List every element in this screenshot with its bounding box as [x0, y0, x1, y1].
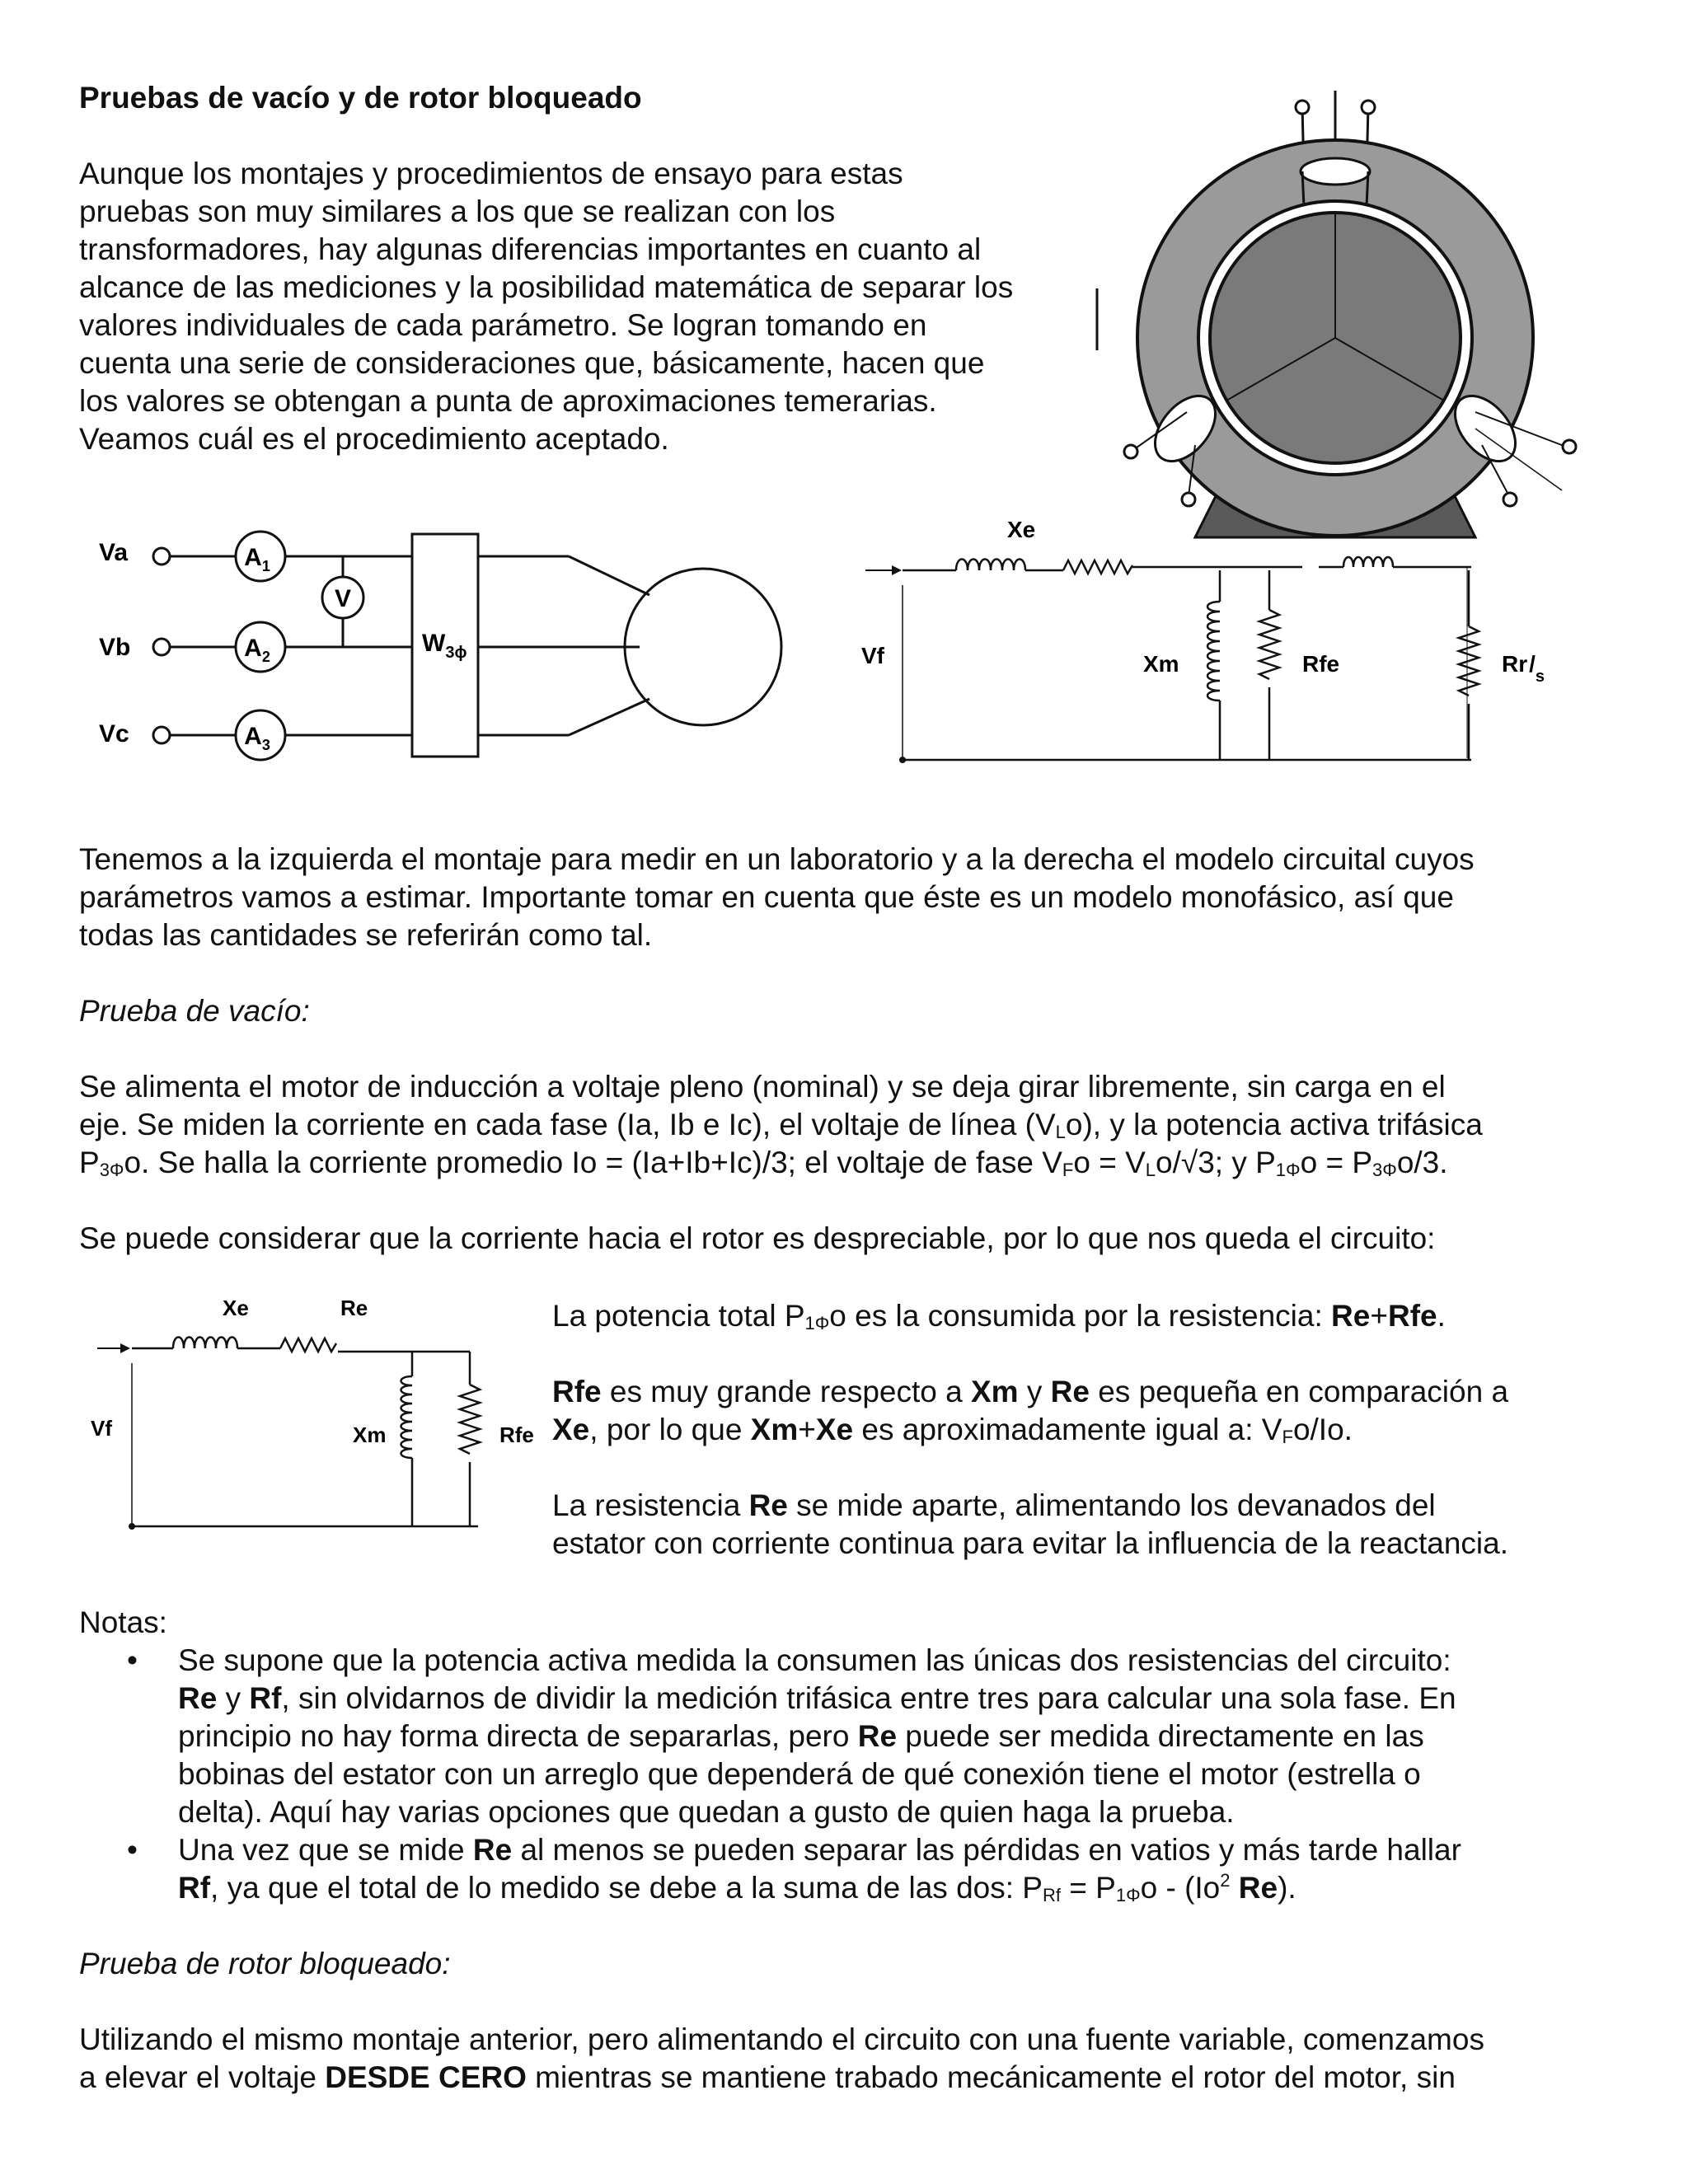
paragraph-line: Una vez que se mide Re al menos se pueden separar las pérdidas en vatios y más tarde hallar: [178, 1833, 1461, 1867]
paragraph-line: Xe, por lo que Xm+Xe es aproximadamente igual a: $V_Fo/Io$.: [552, 1413, 1353, 1447]
bullet-marker: •: [127, 1833, 138, 1867]
paragraph-line: $P_{3\Phi}o$. Se halla la corriente promedio Io = (Ia+Ib+Ic)/3; el voltaje de fase $V_Fo = V_Lo/√3$; y $P_{1\Phi}o = P_{3\Phi}o/3$.: [79, 1146, 1448, 1180]
intro-line: alcance de las mediciones y la posibilidad matemática de separar los: [79, 270, 1014, 304]
paragraph-line: principio no hay forma directa de separarlas, pero Re puede ser medida directamente en las: [178, 1719, 1424, 1753]
label-vc: Vc: [99, 720, 129, 748]
paragraph-line: bobinas del estator con un arreglo que dependerá de qué conexión tiene el motor (estrella o: [178, 1757, 1421, 1791]
equivalent-circuit-diagram: [857, 511, 1599, 775]
no-load-explanation: [552, 1297, 1508, 1563]
ammeter-a2-label: $A_2$: [244, 635, 270, 665]
paragraph-line: todas las cantidades se referirán como tal.: [79, 918, 653, 952]
paragraph-line: Se supone que la potencia activa medida la consumen las únicas dos resistencias del circuito:: [178, 1643, 1451, 1677]
label-rfe: Rfe: [1302, 651, 1340, 677]
intro-line: valores individuales de cada parámetro. Se logran tomando en: [79, 308, 927, 342]
ammeter-a3-label: $A_3$: [244, 723, 270, 753]
intro-line: cuenta una serie de consideraciones que, básicamente, hacen que: [79, 346, 985, 380]
intro-line: los valores se obtengan a punta de aproximaciones temerarias.: [79, 384, 937, 418]
label-xm: Xm: [1143, 651, 1179, 677]
intro-line: transformadores, hay algunas diferencias importantes en cuanto al: [79, 232, 982, 266]
paragraph-line: Utilizando el mismo montaje anterior, pero alimentando el circuito con una fuente variable, comenzamos: [79, 2022, 1484, 2056]
label-va: Va: [99, 539, 129, 566]
intro-paragraph: [79, 155, 1013, 458]
document-title: Pruebas de vacío y de rotor bloqueado: [79, 81, 642, 115]
paragraph-line: Se alimenta el motor de inducción a voltaje pleno (nominal) y se deja girar libremente, sin carga en el: [79, 1070, 1446, 1104]
no-load-circuit-diagram: [82, 1286, 544, 1541]
vacio-paragraph: [79, 1068, 1483, 1182]
ammeter-a1-label: $A_1$: [244, 544, 270, 574]
paragraph-line: parámetros vamos a estimar. Importante tomar en cuenta que éste es un modelo monofásico, así que: [79, 880, 1454, 914]
rotor-paragraph: [79, 2021, 1484, 2097]
model-description-paragraph: [79, 841, 1475, 954]
label-rfe: Rfe: [499, 1422, 534, 1447]
paragraph-line: estator con corriente continua para evitar la influencia de la reactancia.: [552, 1526, 1509, 1560]
voltmeter-label: V: [334, 585, 352, 612]
wattmeter-label: $W_{3\phi}$: [422, 630, 467, 662]
label-rr-over-s: $Rr/_s$: [1502, 651, 1545, 686]
paragraph-line: La resistencia Re se mide aparte, alimentando los devanados del: [552, 1488, 1436, 1522]
bullet-marker: •: [127, 1643, 138, 1677]
notes-label: Notas:: [79, 1605, 167, 1639]
label-xe: Xe: [223, 1296, 249, 1320]
heading-rotor-bloqueado: Prueba de rotor bloqueado:: [79, 1947, 451, 1980]
paragraph-line: Rfe es muy grande respecto a Xm y Re es pequeña en comparación a: [552, 1375, 1509, 1408]
paragraph-line: eje. Se miden la corriente en cada fase (Ia, Ib e Ic), el voltaje de línea $(V_Lo)$, y la potencia activa trifásica: [79, 1108, 1483, 1142]
label-xe: Xe: [1007, 517, 1036, 542]
intro-line: Aunque los montajes y procedimientos de ensayo para estas: [79, 157, 903, 190]
note-2: [178, 1831, 1461, 1907]
paragraph-line: Re y Rf, sin olvidarnos de dividir la medición trifásica entre tres para calcular una sola fase. En: [178, 1681, 1456, 1715]
margin-rule: [1095, 288, 1100, 354]
paragraph-line: delta). Aquí hay varias opciones que quedan a gusto de quien haga la prueba.: [178, 1795, 1235, 1829]
note-1: [178, 1642, 1456, 1831]
paragraph-line: a elevar el voltaje DESDE CERO mientras se mantiene trabado mecánicamente el rotor del motor, sin: [79, 2060, 1456, 2094]
intro-line: Veamos cuál es el procedimiento aceptado.: [79, 422, 669, 456]
label-vb: Vb: [99, 634, 131, 661]
lab-measurement-diagram: [99, 519, 808, 766]
paragraph-line: La potencia total $P_{1\Phi}o$ es la consumida por la resistencia: Re+Rfe.: [552, 1299, 1446, 1333]
label-re: Re: [340, 1296, 368, 1320]
paragraph-line: Rf, ya que el total de lo medido se debe a la suma de las dos: $P_{Rf} = P_{1\Phi}o - (Io^2$ Re).: [178, 1870, 1296, 1905]
paragraph-line: Tenemos a la izquierda el montaje para medir en un laboratorio y a la derecha el modelo circuital cuyos: [79, 842, 1475, 876]
induction-motor-illustration: [1088, 82, 1582, 544]
heading-prueba-vacio: Prueba de vacío:: [79, 994, 310, 1028]
label-xm: Xm: [353, 1422, 387, 1447]
label-vf: Vf: [861, 643, 884, 668]
label-vf: Vf: [91, 1416, 112, 1441]
intro-line: pruebas son muy similares a los que se realizan con los: [79, 194, 836, 228]
rotor-current-paragraph: Se puede considerar que la corriente hacia el rotor es despreciable, por lo que nos queda el circuito:: [79, 1221, 1436, 1255]
